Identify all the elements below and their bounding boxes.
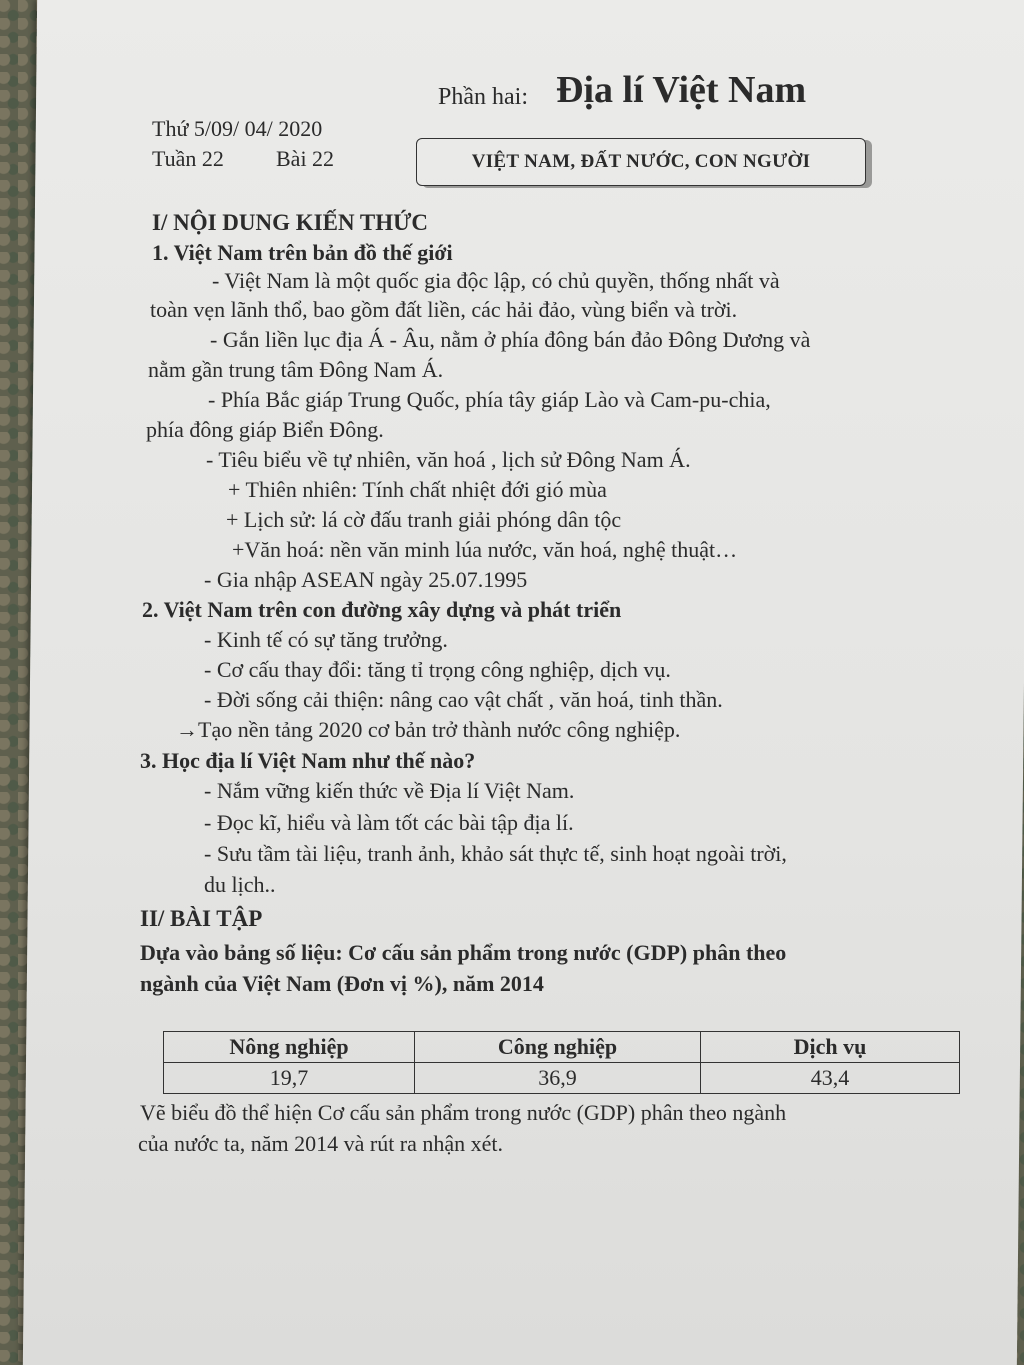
table-cell: 43,4 [701, 1063, 960, 1094]
table-header-row [164, 1032, 960, 1063]
text-line: →Tạo nền tảng 2020 cơ bản trở thành nước công nghiệp. [176, 717, 681, 742]
subsection-1-heading: 1. Việt Nam trên bản đồ thế giới [152, 240, 453, 265]
text-line: - Phía Bắc giáp Trung Quốc, phía tây giáp Lào và Cam-pu-chia, [208, 387, 771, 412]
text-line: nằm gần trung tâm Đông Nam Á. [148, 357, 444, 382]
text-line: - Cơ cấu thay đổi: tăng tỉ trọng công nghiệp, dịch vụ. [204, 657, 671, 682]
table-header-cell: Dịch vụ [701, 1032, 960, 1063]
text-line: - Kinh tế có sự tăng trưởng. [204, 627, 448, 652]
gdp-table [163, 1031, 960, 1094]
text-line: - Sưu tầm tài liệu, tranh ảnh, khảo sát thực tế, sinh hoạt ngoài trời, [204, 841, 787, 866]
exercise-prompt: ngành của Việt Nam (Đơn vị %), năm 2014 [140, 971, 544, 996]
date-text: Thứ 5/09/ 04/ 2020 [152, 116, 323, 141]
table-cell: 19,7 [164, 1063, 415, 1094]
text-line: + Lịch sử: lá cờ đấu tranh giải phóng dân tộc [226, 507, 622, 532]
subsection-2-heading: 2. Việt Nam trên con đường xây dựng và phát triển [142, 597, 622, 622]
lesson-text: Bài 22 [276, 146, 335, 171]
table-header-cell: Nông nghiệp [164, 1032, 415, 1063]
task-text: của nước ta, năm 2014 và rút ra nhận xét. [138, 1131, 504, 1156]
text-line: du lịch.. [204, 872, 276, 897]
part-label: Phần hai: [438, 84, 528, 110]
lesson-banner: VIỆT NAM, ĐẤT NƯỚC, CON NGƯỜI [416, 138, 866, 186]
subsection-3-heading: 3. Học địa lí Việt Nam như thế nào? [140, 748, 476, 773]
exercise-prompt: Dựa vào bảng số liệu: Cơ cấu sản phẩm trong nước (GDP) phân theo [140, 940, 787, 965]
text-line: - Đời sống cải thiện: nâng cao vật chất , văn hoá, tinh thần. [204, 687, 723, 712]
table-row [164, 1063, 960, 1094]
text-line: - Gắn liền lục địa Á - Âu, nằm ở phía đông bán đảo Đông Dương và [210, 327, 811, 352]
text-line: phía đông giáp Biển Đông. [146, 417, 384, 442]
text-line: - Nắm vững kiến thức về Địa lí Việt Nam. [204, 778, 575, 803]
text-line: - Tiêu biểu về tự nhiên, văn hoá , lịch sử Đông Nam Á. [206, 447, 691, 472]
table-header-cell: Công nghiệp [415, 1032, 701, 1063]
week-text: Tuần 22 [152, 146, 224, 171]
page-title: Địa lí Việt Nam [556, 69, 807, 111]
task-text: Vẽ biểu đồ thể hiện Cơ cấu sản phẩm trong nước (GDP) phân theo ngành [140, 1100, 787, 1125]
text-line: + Thiên nhiên: Tính chất nhiệt đới gió mùa [228, 477, 607, 502]
text-line: +Văn hoá: nền văn minh lúa nước, văn hoá, nghệ thuật… [232, 537, 738, 562]
text-line: - Việt Nam là một quốc gia độc lập, có chủ quyền, thống nhất và [212, 268, 780, 293]
text-line: - Đọc kĩ, hiểu và làm tốt các bài tập địa lí. [204, 810, 574, 835]
section-1-heading: I/ NỘI DUNG KIẾN THỨC [152, 210, 429, 235]
text-line: - Gia nhập ASEAN ngày 25.07.1995 [204, 567, 528, 592]
table-cell: 36,9 [415, 1063, 701, 1094]
text-line: toàn vẹn lãnh thổ, bao gồm đất liền, các hải đảo, vùng biển và trời. [150, 297, 738, 322]
section-2-heading: II/ BÀI TẬP [140, 906, 263, 931]
